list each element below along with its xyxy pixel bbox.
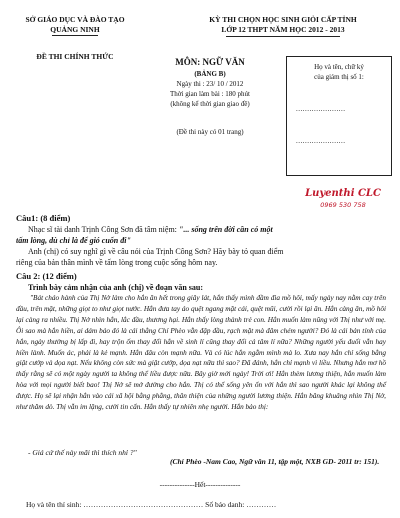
question1-prompt-start: Nhạc sĩ tài danh Trịnh Công Sơn đã tâm niệm:: [28, 225, 179, 234]
org-underline: [52, 35, 98, 36]
official-exam-label: ĐỀ THI CHÍNH THỨC: [36, 52, 114, 61]
question1-quote-line1: "... sống trên đời cần có một: [178, 225, 273, 234]
passage-text: "Bát cháo hành của Thị Nở làm cho hắn ăn hết trong giây lát, hắn thấy mình đầm đìa mồ hôi, mấy ngày nay nằm cay trên đầu, trên mặt, những giọt to như giọt nước. Hắn đưa tay áo quệt ngang mặt cái, quệt mũi, cười rồi lại ăn. Hắn càng ăn, mồ hôi lại càng ra nhiều. Thị Nở nhìn hắn, lắc đầu, thương hại. Hắn thấy lòng thành trẻ con. Hắn muốn làm nũng với Thị như với mẹ. Ôi sao mà hắn hiền, ai dám bảo đó là cái thằng Chí Phèo vẫn đập đầu, rạch mặt mà đâm chém người? Đó là cái bản tính của hắn, ngày thường bị lấp đi, hay trộn ốm thay đổi hắn về sinh lí cũng thay đổi cả tâm lí nữa? Những người yếu đuối vẫn hay hiền lành. Muốn ác, phải là kẻ mạnh. Hắn đâu còn mạnh nữa. Và có lúc hắn ngẫm mình mà lo. Xưa nay hắn chỉ sống bằng giật cướp và dọa nạt. Nếu không còn sức mà giật cướp, dọa nạt nữa thì sao? Đã đánh, hắn chỉ mạnh vì liều. Nhưng hắn mơ hồ thấy rằng sẽ có một ngày người ta không thể liều được nữa. Bây giờ mới ngày! Trời ơi! Hắn thèm lương thiện, hắn muốn làm hòa với mọi người biết bao! Thị Nở sẽ mở đường cho hắn. Thị có thể sống yên ổn với hắn thì sao người khác lại không thể được. Họ sẽ lại nhận hắn vào cái xã hội bằng phẳng, thân thiện của những người lương thiện. Hắn bâng khuâng nhìn Thị Nở, như thăm dò. Thị vẫn im lặng, cười tin cẩn. Hắn thấy tự nhiên nhẹ người. Hắn bảo thị:: [16, 294, 386, 412]
exam-title-line1: KỲ THI CHỌN HỌC SINH GIỎI CẤP TỈNH: [209, 15, 357, 24]
subject-table: (BẢNG B): [194, 70, 226, 78]
exam-date: Ngày thi : 23/ 10 / 2012: [176, 80, 244, 88]
signature-heading-line2: của giám thị số 1:: [314, 73, 364, 81]
exam-title-line2: LỚP 12 THPT NĂM HỌC 2012 - 2013: [221, 25, 345, 34]
question2-passage: [16, 293, 386, 413]
question1-prompt: [28, 224, 273, 235]
end-of-exam-mark: --------------Hết--------------: [159, 480, 241, 489]
org-line2: QUẢNG NINH: [50, 25, 100, 34]
question1-task-line1: Anh (chị) có suy nghĩ gì về câu nói của Trịnh Công Sơn? Hãy bày tỏ quan điểm: [28, 247, 284, 256]
exam-duration-note: (không kể thời gian giao đề): [170, 100, 250, 108]
title-underline: [226, 36, 340, 37]
question2-citation: (Chí Phèo -Nam Cao, Ngữ văn 11, tập một, NXB GD- 2011 tr: 151).: [170, 457, 380, 466]
org-line1: SỞ GIÁO DỤC VÀ ĐÀO TẠO: [25, 15, 125, 24]
question1-quote-line2: tấm lòng, dù chỉ là để gió cuốn đi": [16, 236, 131, 245]
watermark-logo: [300, 188, 386, 214]
signature-heading-line1: Họ và tên, chữ ký: [314, 63, 364, 71]
question2-heading: Câu 2: (12 điểm): [16, 271, 77, 281]
pages-note: (Đề thi này có 01 trang): [176, 128, 244, 136]
question2-passage-last: - Giá cứ thế này mãi thì thích nhỉ ?": [28, 448, 137, 457]
watermark-phone: 0969 530 758: [320, 201, 366, 209]
exam-duration: Thời gian làm bài : 180 phút: [170, 90, 250, 98]
watermark-name: Luyenthi CLC: [305, 188, 381, 199]
candidate-info-line: Họ và tên thí sinh: ………………………………………… Số báo danh: …………: [26, 500, 277, 509]
question2-instruction: Trình bày cảm nhận của anh (chị) về đoạn văn sau:: [28, 283, 203, 292]
question1-heading: Câu1: (8 điểm): [16, 213, 71, 223]
question1-task-line2: riêng của bản thân mình về tấm lòng trong cuộc sống hôm nay.: [16, 258, 218, 267]
signature-dots-line2: ......................: [296, 137, 346, 145]
signature-dots-line1: ......................: [296, 105, 346, 113]
subject-title: MÔN: NGỮ VĂN: [175, 57, 245, 67]
signature-box-heading: [287, 62, 391, 82]
invigilator-signature-box: [286, 56, 392, 176]
